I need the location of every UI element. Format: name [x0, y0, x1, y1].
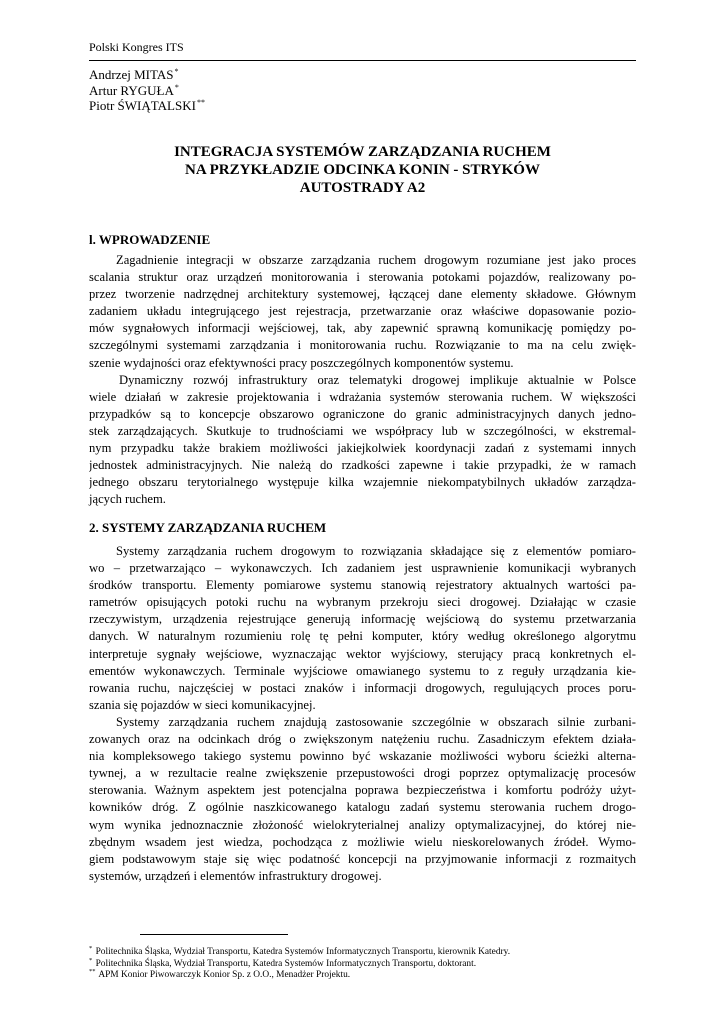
text-line: interpretuje sygnały wejściowe, wyznaczając wektor wyjściowy, sterujący pracą konkretnych el-	[89, 646, 636, 661]
text-line: wo – przetwarzająco – wykonawczych. Ich zadaniem jest usprawnienie komunikacji wybranych	[89, 561, 636, 576]
text-line: szczególnymi systemami zarządzania i monitorowania ruchu. Rozwiązanie to ma na celu zwięk-	[89, 338, 636, 353]
text-line: przypadków są to koncepcje obszarowo ograniczone do granic administracyjnych danych jedno-	[89, 406, 636, 421]
text-line: nym przypadku także brakiem możliwości jakiejkolwiek koordynacji zadań z systemami innych	[89, 441, 636, 456]
footnote	[89, 956, 636, 971]
text-line: scalania struktur oraz urządzeń monitorowania i sterowania potokami pojazdów, realizowany po-	[89, 270, 636, 285]
title-line: AUTOSTRADY A2	[299, 180, 426, 196]
affiliation-mark: *	[174, 82, 179, 92]
text-line: ementów wykonawczych. Terminale wyjściowe omawianego systemu to z reguły urządzania kie-	[89, 663, 636, 678]
footnote-text: Politechnika Śląska, Wydział Transportu, Katedra Systemów Informatycznych Transportu, kierownik Katedry.	[95, 947, 511, 957]
author	[89, 83, 489, 99]
footnote-text: APM Konior Piwowarczyk Konior Sp. z O.O., Menadżer Projektu.	[98, 970, 351, 980]
title-line: NA PRZYKŁADZIE ODCINKA KONIN - STRYKÓW	[185, 162, 540, 178]
footnote-mark: *	[89, 956, 93, 964]
footnote-mark: *	[89, 945, 93, 952]
author-list	[89, 67, 489, 114]
text-line: giem podstawowym staje się więc podatność koncepcji na przyjmowanie informacji z rozmaitych	[89, 851, 636, 866]
affiliation-mark: *	[174, 67, 179, 76]
text-line: Systemy zarządzania ruchem drogowym to rozwiązania składające się z elementów pomiaro-	[116, 544, 636, 558]
author-name: Andrzej MITAS	[89, 67, 174, 82]
section-body-traffic-systems	[89, 543, 636, 885]
section-body-introduction	[89, 252, 636, 508]
author-name: Artur RYGUŁA	[89, 82, 174, 98]
text-line: Systemy zarządzania ruchem znajdują zastosowanie szczególnie w obszarach silnie zurbani-	[116, 714, 636, 729]
header-rule	[89, 60, 636, 61]
author	[89, 98, 489, 114]
running-header: Polski Kongres ITS	[89, 40, 184, 54]
footnote	[89, 970, 636, 982]
text-line: Dynamiczny rozwój infrastruktury oraz telematyki drogowej implikuje aktualnie w Polsce	[119, 372, 636, 387]
footnote-mark: **	[89, 968, 96, 975]
paper-title	[89, 143, 636, 197]
text-line: wym wynika jednoznacznie złożoność wielokryterialnej analizy optymalizacyjnej, do której nie-	[89, 817, 636, 832]
text-line: mów sygnałowych informacji wejściowej, tak, aby zapewnić sprawną komunikację pomiędzy po-	[89, 321, 636, 336]
text-line: środków transportu. Elementy pomiarowe systemu stanowią rejestratory aktualnych wartości pa-	[89, 578, 636, 593]
section-heading-traffic-systems: 2. SYSTEMY ZARZĄDZANIA RUCHEM	[89, 520, 327, 535]
text-line: sterowania. Ważnym aspektem jest potencjalna poprawa bezpieczeństwa i komfortu podróży użyt-	[89, 783, 636, 798]
text-line: rametrów opisujących potoki ruchu na wybranym przekroju sieci drogowej. Działając w czasie	[89, 595, 636, 610]
text-line: danych. W naturalnym rozumieniu rolę tę pełni komputer, który według określonego algorytmu	[89, 629, 636, 644]
footnote	[89, 947, 636, 959]
text-line: zowanych oraz na odcinkach dróg o zwiększonym natężeniu ruchu. Zasadniczym efektem działa-	[89, 732, 636, 747]
text-line: nia kompleksowego takiego systemu powinno być wskazanie możliwości wyboru ścieżki alterna-	[89, 749, 636, 764]
text-line: zbędnym wsadem jest wiedza, pochodząca z możliwie wielu nieskorelowanych źródeł. Wymo-	[89, 834, 636, 849]
text-line: rowania ruchu, najczęściej w postaci znaków i informacji drogowych, regulujących proces poru-	[89, 680, 636, 695]
text-line: jących ruchem.	[89, 492, 166, 507]
text-line: jednego obszaru terytorialnego występuje kilka wzajemnie niekompatybilnych układów zarządza-	[89, 475, 636, 490]
text-line: stek zarządzających. Skutkuje to trudnościami we współpracy lub w szczególności, w ekstremal-	[89, 423, 636, 438]
text-line: Zagadnienie integracji w obszarze zarządzania ruchem drogowym rozumiane jest jako proces	[116, 253, 636, 267]
text-line: przez tworzenie nadrzędnej architektury systemowej, łączącej dane elementy składowe. Głównym	[89, 287, 636, 302]
author	[89, 67, 489, 83]
text-line: rzeczywistym, urządzenia rejestrujące generują informację wejściową do systemu przetwarzania	[89, 612, 636, 627]
text-line: wiele działań w zakresie projektowania i wdrażania systemów sterowania ruchem. W większości	[89, 389, 636, 404]
section-heading-introduction: l. WPROWADZENIE	[89, 232, 211, 247]
affiliation-mark: **	[196, 98, 205, 107]
text-line: tywnej, a w rezultacie realne zwiększenie przepustowości drogi poprzez optymalizację procesów	[89, 766, 636, 781]
footnote-rule	[140, 934, 288, 935]
title-line: INTEGRACJA SYSTEMÓW ZARZĄDZANIA RUCHEM	[174, 144, 551, 160]
text-line: szania się pojazdów w sieci komunikacyjnej.	[89, 697, 316, 712]
text-line: zadaniem układu integrującego jest rejestracja, przetwarzanie oraz właściwe dopasowanie pozio-	[89, 304, 636, 319]
text-line: szenie wydajności oraz efektywności pracy poszczególnych komponentów systemu.	[89, 355, 514, 370]
footnotes	[89, 947, 636, 982]
footnote-text: Politechnika Śląska, Wydział Transportu, Katedra Systemów Informatycznych Transportu, doktorant.	[95, 958, 477, 969]
author-name: Piotr ŚWIĄTALSKI	[89, 98, 196, 113]
text-line: kowników dróg. Z ogólnie naszkicowanego katalogu zadań systemu sterowania ruchem drogo-	[89, 800, 636, 815]
text-line: jednostek administracyjnych. Nie należą do rzadkości zapewne i takie przypadki, że w ramach	[89, 458, 636, 473]
text-line: systemów, urządzeń i elementów infrastruktury drogowej.	[89, 868, 382, 883]
